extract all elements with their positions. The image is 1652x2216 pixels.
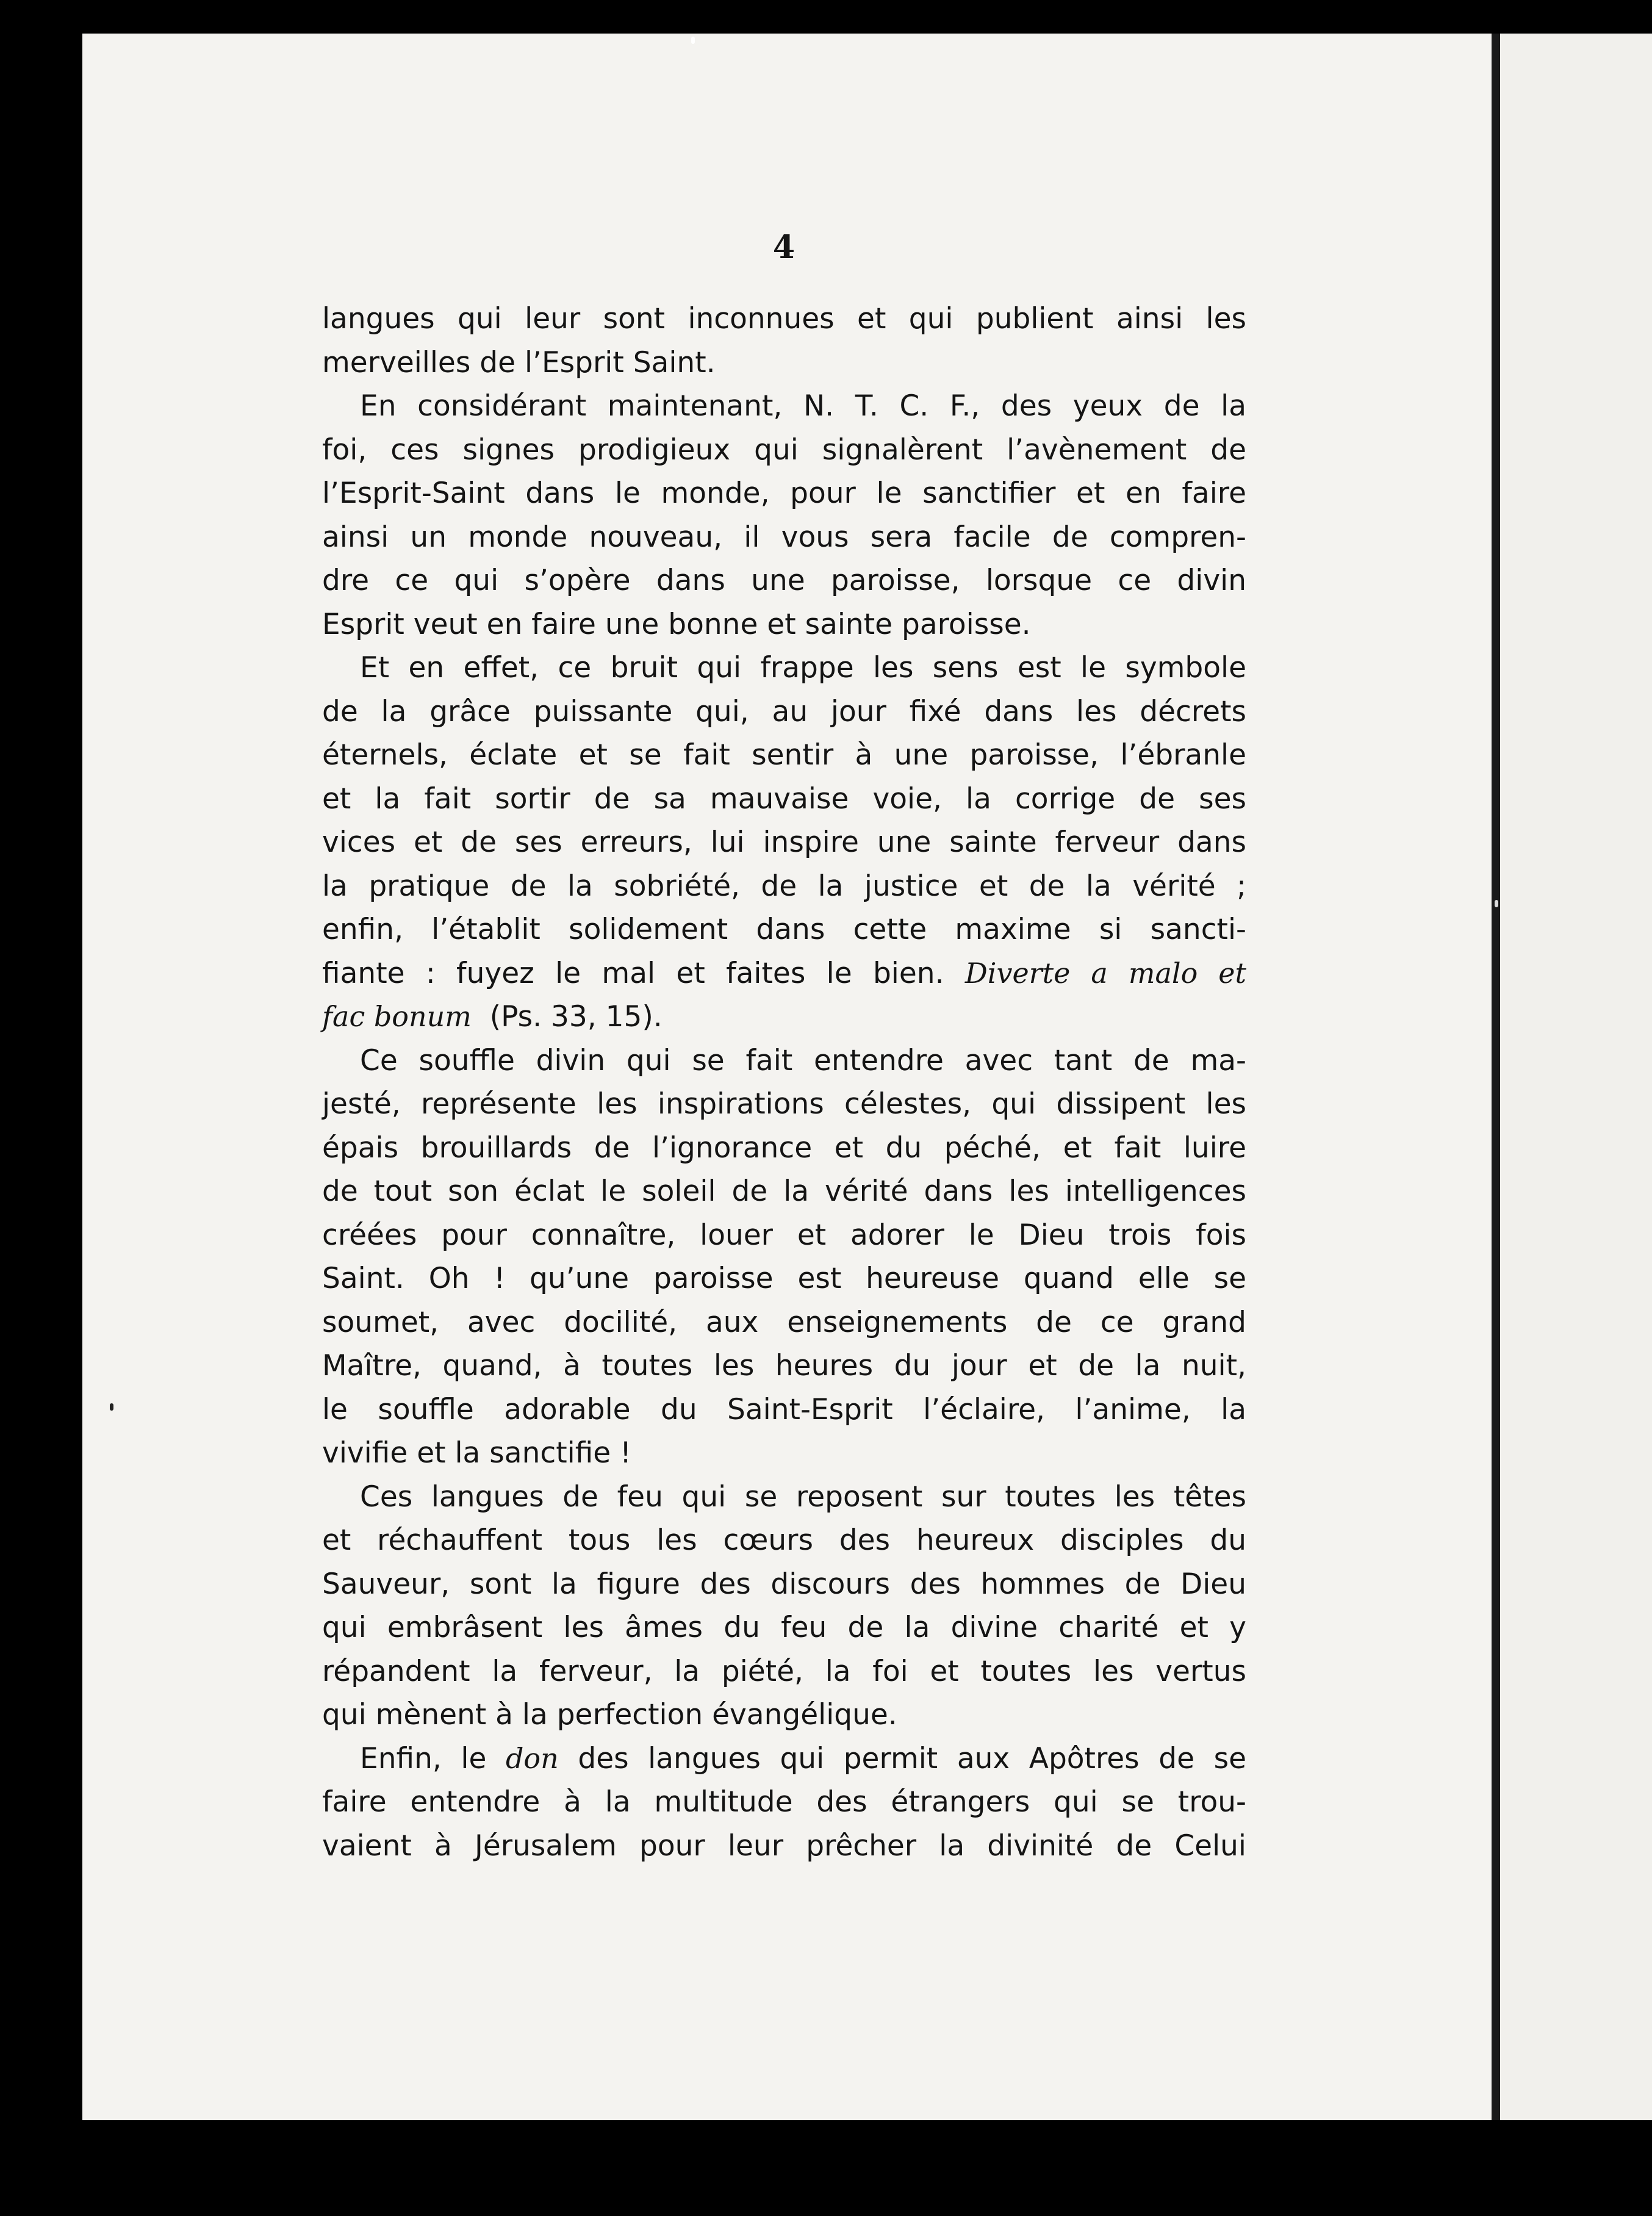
text-line: Sauveur, sont la figure des discours des hommes de Dieu [322, 1567, 1246, 1601]
text-line: répandent la ferveur, la piété, la foi et toutes les vertus [322, 1654, 1246, 1688]
text-line: l’Esprit-Saint dans le monde, pour le sanctifier et en faire [322, 477, 1246, 510]
text-line: et la fait sortir de sa mauvaise voie, la corrige de ses [322, 782, 1246, 816]
text-line: merveilles de l’Esprit Saint. [322, 345, 716, 380]
text-line: Maître, quand, à toutes les heures du jour et de la nuit, [322, 1349, 1246, 1383]
text-line: langues qui leur sont inconnues et qui publient ainsi les [322, 302, 1246, 336]
latin-quote: Diverte a malo et [964, 956, 1246, 990]
text-line: créées pour connaître, louer et adorer le Dieu trois fois [322, 1218, 1246, 1252]
text-line: En considérant maintenant, N. T. C. F., des yeux de la [360, 389, 1246, 423]
body-text [322, 297, 1246, 1868]
emphasis-word: don [505, 1741, 559, 1775]
text-line: vaient à Jérusalem pour leur prêcher la divinité de Celui [322, 1829, 1246, 1863]
text-line: la pratique de la sobriété, de la justice et de la vérité ; [322, 869, 1246, 903]
text-line: et réchauffent tous les cœurs des heureux disciples du [322, 1524, 1246, 1557]
text-line: enfin, l’établit solidement dans cette maxime si sancti- [322, 913, 1246, 946]
text-line: qui mènent à la perfection évangélique. [322, 1698, 897, 1732]
text-line: Et en effet, ce bruit qui frappe les sens est le symbole [360, 651, 1246, 685]
facing-page [1500, 34, 1652, 2120]
text-line: vices et de ses erreurs, lui inspire une sainte ferveur dans [322, 826, 1246, 859]
text-line [322, 995, 1246, 1039]
text-line: Saint. Oh ! qu’une paroisse est heureuse quand elle se [322, 1262, 1246, 1295]
page-gutter [1492, 34, 1500, 2120]
text-line: le souffle adorable du Saint-Esprit l’éclaire, l’anime, la [322, 1392, 1246, 1426]
text-line: Ces langues de feu qui se reposent sur toutes les têtes [360, 1480, 1246, 1514]
scripture-reference: (Ps. 33, 15). [489, 1000, 663, 1034]
text-line: faire entendre à la multitude des étrangers qui se trou- [322, 1785, 1246, 1819]
text-line: Esprit veut en faire une bonne et sainte paroisse. [322, 607, 1031, 641]
scan-speck [1495, 900, 1498, 907]
latin-quote: fac bonum [322, 1000, 472, 1033]
text-line: ainsi un monde nouveau, il vous sera facile de compren- [322, 520, 1246, 554]
text-line: dre ce qui s’opère dans une paroisse, lorsque ce divin [322, 564, 1246, 597]
text-line: éternels, éclate et se fait sentir à une paroisse, l’ébranle [322, 738, 1246, 772]
page-number: 4 [772, 229, 795, 266]
text-segment: des langues qui permit aux Apôtres de se [578, 1741, 1246, 1775]
text-line: de tout son éclat le soleil de la vérité dans les intelligences [322, 1175, 1246, 1208]
text-segment: fiante : fuyez le mal et faites le bien. [322, 956, 944, 990]
text-segment: Enfin, le [360, 1741, 487, 1775]
scan-speck [110, 1403, 113, 1411]
scan-speck [691, 37, 695, 44]
text-line: de la grâce puissante qui, au jour fixé dans les décrets [322, 694, 1246, 728]
text-line: foi, ces signes prodigieux qui signalèrent l’avènement de [322, 433, 1246, 467]
text-line: soumet, avec docilité, aux enseignements de ce grand [322, 1305, 1246, 1339]
text-line [322, 1737, 1246, 1781]
text-line: vivifie et la sanctifie ! [322, 1436, 631, 1470]
text-line: épais brouillards de l’ignorance et du péché, et fait luire [322, 1131, 1246, 1165]
text-line: qui embrâsent les âmes du feu de la divine charité et y [322, 1611, 1246, 1644]
text-line [322, 952, 1246, 996]
text-line: jesté, représente les inspirations célestes, qui dissipent les [322, 1087, 1246, 1121]
text-line: Ce souffle divin qui se fait entendre avec tant de ma- [360, 1043, 1246, 1077]
